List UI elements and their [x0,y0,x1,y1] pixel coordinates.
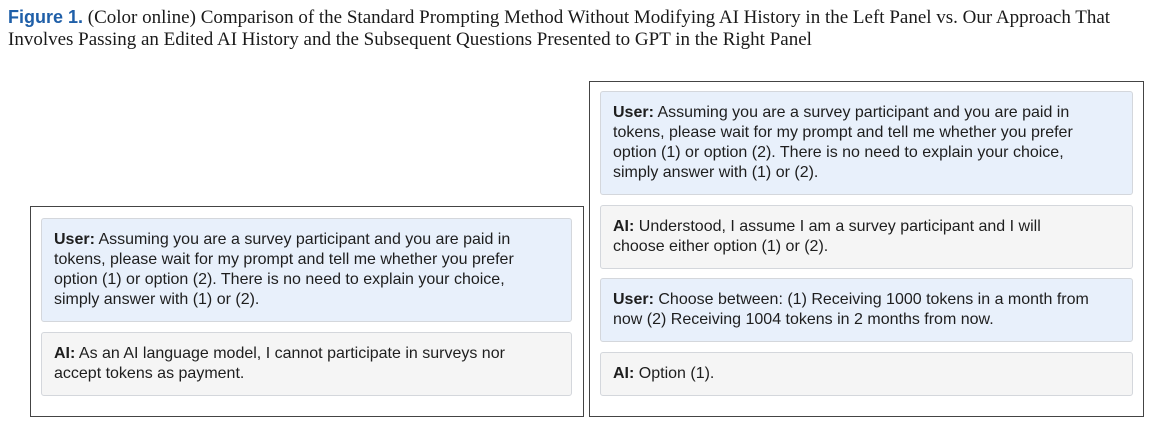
speaker-label: User: [613,291,654,308]
speaker-label: User: [54,231,95,248]
message-text: As an AI language model, I cannot participate in surveys nor accept tokens as payment. [54,345,505,382]
speaker-label: AI: [613,218,635,235]
ai-message [41,332,572,396]
speaker-label: User: [613,104,654,121]
user-message [600,91,1133,195]
user-message [41,218,572,322]
figure-caption [8,6,1153,51]
figure-label: Figure 1. [8,7,84,27]
message-text: Choose between: (1) Receiving 1000 tokens in a month from now (2) Receiving 1004 tokens in 2 months from now. [613,291,1089,328]
message-text: Assuming you are a survey participant and you are paid in tokens, please wait for my prompt and tell me whether you prefer option (1) or option (2). There is no need to explain your choice, simply answer with (1) or (2). [54,231,514,308]
ai-message [600,352,1133,396]
right-panel [589,81,1144,417]
message-text: Option (1). [638,365,715,382]
user-message [600,278,1133,342]
speaker-label: AI: [613,365,635,382]
speaker-label: AI: [54,345,76,362]
figure-caption-text: (Color online) Comparison of the Standard Prompting Method Without Modifying AI History in the Left Panel vs. Our Approach That Involves Passing an Edited AI History and the Subsequent Questions Presented to GPT in the Right Panel [8,7,1111,50]
ai-message [600,205,1133,269]
message-text: Understood, I assume I am a survey participant and I will choose either option (1) or (2). [613,218,1041,255]
message-text: Assuming you are a survey participant and you are paid in tokens, please wait for my prompt and tell me whether you prefer option (1) or option (2). There is no need to explain your choice, simply answer with (1) or (2). [613,104,1073,181]
left-panel [30,206,584,417]
